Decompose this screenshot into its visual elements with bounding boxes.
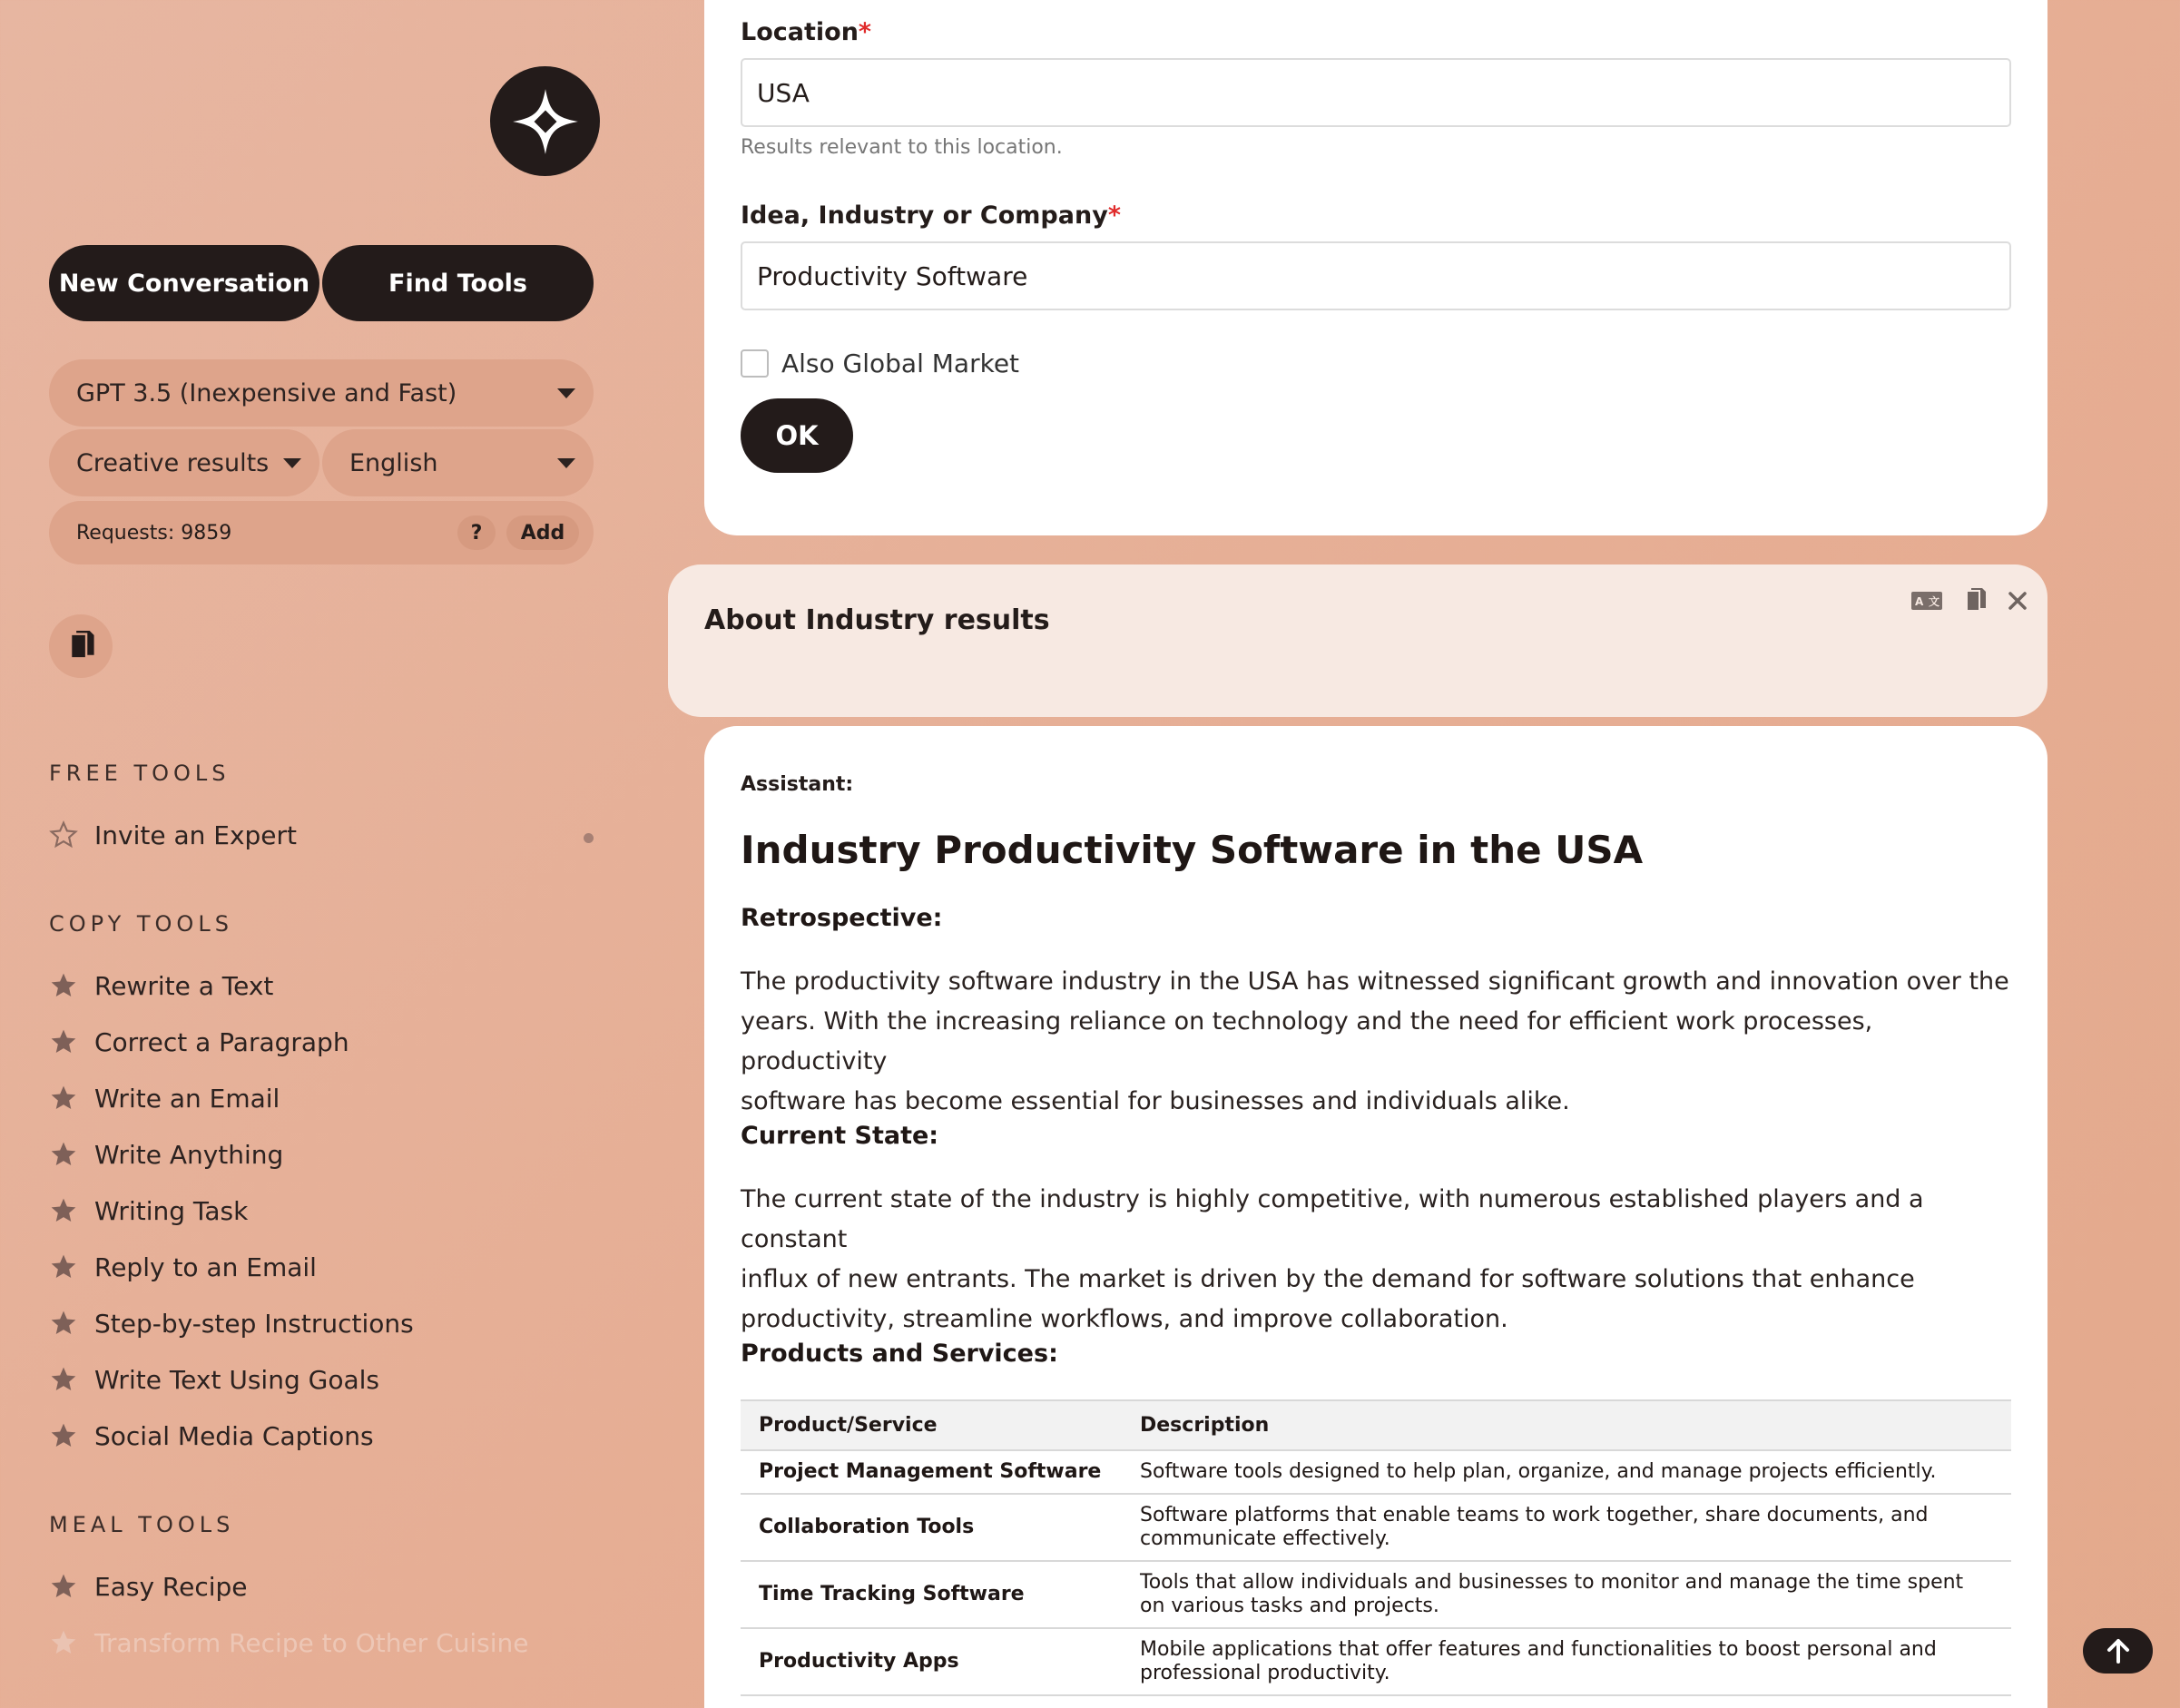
creativity-select-value: Creative results: [76, 448, 270, 477]
current-state-heading: Current State:: [741, 1122, 939, 1150]
svg-text:A: A: [1915, 595, 1924, 608]
language-select-value: English: [349, 448, 438, 477]
copy-tools-heading: COPY TOOLS: [49, 911, 233, 937]
paragraph-line: software has become essential for businesses and individuals alike.: [741, 1087, 1570, 1115]
tool-item-label: Invite an Expert: [94, 820, 298, 850]
tool-item-invite-expert[interactable]: [49, 817, 297, 853]
star-icon[interactable]: [49, 1309, 78, 1338]
tool-item-step-by-step[interactable]: [49, 1305, 414, 1341]
add-requests-button[interactable]: Add: [506, 515, 579, 550]
table-header-product: Product/Service: [741, 1400, 1122, 1450]
tool-item-label: Reply to an Email: [94, 1252, 317, 1282]
paragraph-line: productivity, streamline workflows, and improve collaboration.: [741, 1305, 1508, 1333]
language-select[interactable]: [322, 429, 594, 496]
tool-item-label: Write an Email: [94, 1083, 280, 1114]
table-cell-description: Software tools designed to help plan, organize, and manage projects efficiently.: [1122, 1450, 2011, 1494]
star-outline-icon[interactable]: [49, 820, 78, 849]
star-icon[interactable]: [49, 1365, 78, 1394]
copy-button[interactable]: [49, 614, 113, 678]
location-input[interactable]: [741, 58, 2011, 127]
translate-icon[interactable]: [1911, 591, 1942, 611]
products-table: [741, 1399, 2011, 1696]
about-title: About Industry results: [704, 604, 1050, 636]
location-label-text: Location: [741, 18, 859, 46]
table-row: [741, 1628, 2011, 1695]
copy-icon[interactable]: [1964, 588, 1986, 614]
star-icon[interactable]: [49, 1628, 78, 1657]
meal-tools-heading: MEAL TOOLS: [49, 1512, 235, 1537]
about-card: [668, 564, 2047, 717]
tool-item-label: Writing Task: [94, 1195, 249, 1226]
tool-item-label: Step-by-step Instructions: [94, 1308, 414, 1339]
model-select-value: GPT 3.5 (Inexpensive and Fast): [76, 378, 457, 407]
paragraph-line: The productivity software industry in the USA has witnessed significant growth and innovation over the: [741, 967, 2009, 996]
tool-item-write-email[interactable]: [49, 1080, 280, 1116]
global-market-option[interactable]: [741, 348, 1019, 378]
tool-item-easy-recipe[interactable]: [49, 1568, 248, 1605]
tool-item-text-goals[interactable]: [49, 1361, 379, 1398]
industry-label: [741, 201, 1121, 230]
assistant-label: Assistant:: [741, 773, 854, 796]
retrospective-heading: Retrospective:: [741, 904, 943, 932]
retrospective-paragraph: [741, 962, 2016, 1122]
table-row: [741, 1561, 2011, 1628]
location-input-value: USA: [757, 77, 810, 108]
location-label: [741, 18, 871, 46]
logo-icon[interactable]: [490, 66, 600, 176]
star-icon[interactable]: [49, 1252, 78, 1281]
table-row: [741, 1450, 2011, 1494]
table-cell-product: Time Tracking Software: [741, 1561, 1122, 1628]
global-market-label: Also Global Market: [781, 348, 1020, 378]
requests-bar: [49, 501, 594, 564]
star-icon[interactable]: [49, 1027, 78, 1056]
chevron-down-icon: [557, 388, 575, 398]
about-actions: [1911, 588, 2028, 614]
table-cell-description: Mobile applications that offer features and functionalities to boost personal and professional productivity.: [1122, 1628, 2011, 1695]
tool-item-label: Correct a Paragraph: [94, 1026, 349, 1057]
star-icon[interactable]: [49, 1140, 78, 1169]
paragraph-line: The current state of the industry is highly competitive, with numerous established players and a constant: [741, 1185, 1924, 1253]
table-cell-product: Project Management Software: [741, 1450, 1122, 1494]
tool-item-label: Social Media Captions: [94, 1420, 374, 1451]
chevron-down-icon: [557, 458, 575, 468]
star-icon[interactable]: [49, 1196, 78, 1225]
tool-item-rewrite-text[interactable]: [49, 967, 273, 1004]
paragraph-line: years. With the increasing reliance on technology and the need for efficient work processes, productivity: [741, 1007, 1873, 1075]
tool-item-transform-recipe[interactable]: [49, 1625, 529, 1661]
status-dot: [584, 833, 594, 843]
tool-item-reply-email[interactable]: [49, 1249, 317, 1285]
tool-item-writing-task[interactable]: [49, 1193, 248, 1229]
tool-item-label: Write Text Using Goals: [94, 1364, 379, 1395]
required-mark: *: [1107, 201, 1121, 230]
model-select[interactable]: [49, 359, 594, 427]
tool-item-write-anything[interactable]: [49, 1136, 283, 1173]
creativity-select[interactable]: [49, 429, 319, 496]
global-market-checkbox[interactable]: [741, 349, 769, 378]
tool-item-social-captions[interactable]: [49, 1418, 374, 1454]
tool-item-label: Easy Recipe: [94, 1571, 248, 1602]
requests-count: Requests: 9859: [76, 521, 232, 545]
copy-icon: [67, 631, 94, 662]
sidebar: [0, 0, 635, 1708]
close-icon[interactable]: [2008, 591, 2028, 611]
table-cell-description: Software platforms that enable teams to work together, share documents, and communicate effectively.: [1122, 1494, 2011, 1561]
help-button[interactable]: ?: [457, 515, 496, 550]
scroll-top-button[interactable]: [2083, 1628, 2153, 1674]
tool-item-correct-paragraph[interactable]: [49, 1024, 349, 1060]
required-mark: *: [858, 18, 872, 46]
tool-item-label: Write Anything: [94, 1139, 284, 1170]
industry-input-value: Productivity Software: [757, 260, 1028, 291]
result-card: [704, 726, 2047, 1708]
table-header-description: Description: [1122, 1400, 2011, 1450]
industry-label-text: Idea, Industry or Company: [741, 201, 1108, 230]
products-heading: Products and Services:: [741, 1340, 1058, 1368]
table-row: [741, 1494, 2011, 1561]
industry-input[interactable]: [741, 241, 2011, 310]
table-header-row: [741, 1400, 2011, 1450]
result-heading: Industry Productivity Software in the USA: [741, 828, 1644, 872]
tool-item-label: Rewrite a Text: [94, 970, 274, 1001]
star-icon[interactable]: [49, 1421, 78, 1450]
location-hint: Results relevant to this location.: [741, 136, 1063, 159]
ok-button[interactable]: OK: [741, 398, 853, 473]
table-cell-product: Collaboration Tools: [741, 1494, 1122, 1561]
svg-text:文: 文: [1929, 595, 1940, 608]
table-cell-description: Tools that allow individuals and businesses to monitor and manage the time spent on various tasks and projects.: [1122, 1561, 2011, 1628]
free-tools-heading: FREE TOOLS: [49, 761, 231, 786]
form-card: [704, 0, 2047, 535]
find-tools-button[interactable]: Find Tools: [322, 245, 594, 321]
new-conversation-button[interactable]: New Conversation: [49, 245, 319, 321]
star-icon[interactable]: [49, 971, 78, 1000]
chevron-down-icon: [283, 458, 301, 468]
paragraph-line: influx of new entrants. The market is driven by the demand for software solutions that enhance: [741, 1265, 1915, 1293]
tool-item-label: Transform Recipe to Other Cuisine: [94, 1627, 529, 1658]
star-icon[interactable]: [49, 1572, 78, 1601]
current-state-paragraph: [741, 1180, 2016, 1340]
table-cell-product: Productivity Apps: [741, 1628, 1122, 1695]
star-icon[interactable]: [49, 1084, 78, 1113]
arrow-up-icon: [2106, 1638, 2130, 1664]
